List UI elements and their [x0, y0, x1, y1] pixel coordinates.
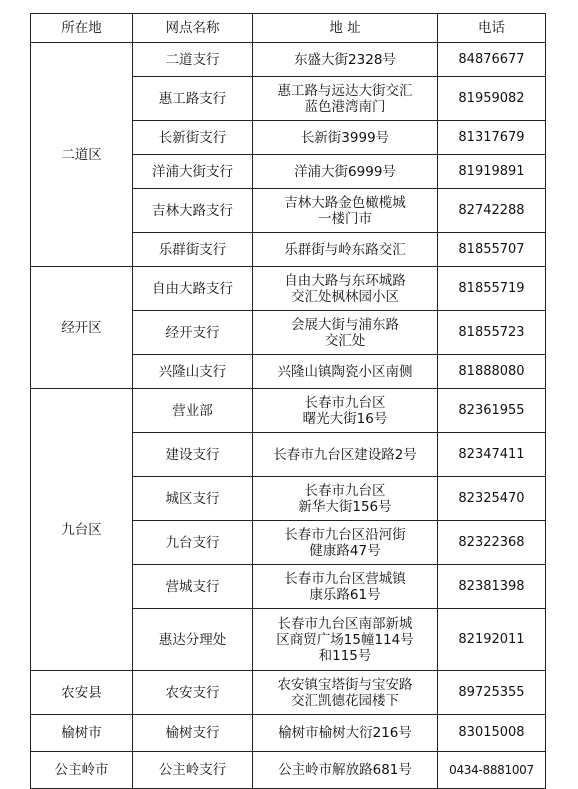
branch-address: 农安镇宝塔街与宝安路 交汇凯德花园楼下: [253, 671, 438, 715]
branch-phone: 81959082: [438, 77, 546, 121]
branch-address: 长春市九台区建设路2号: [253, 433, 438, 477]
branch-table: [30, 13, 546, 789]
branch-name: 榆树支行: [133, 715, 253, 752]
branch-name: 农安支行: [133, 671, 253, 715]
branch-address: 洋浦大街6999号: [253, 155, 438, 189]
branch-name: 兴隆山支行: [133, 355, 253, 389]
branch-name: 自由大路支行: [133, 267, 253, 311]
branch-address: 长春市九台区营城镇 康乐路61号: [253, 565, 438, 609]
branch-address: 乐群街与岭东路交汇: [253, 233, 438, 267]
branch-name: 洋浦大街支行: [133, 155, 253, 189]
district-cell: 公主岭市: [31, 752, 133, 789]
branch-phone: 81919891: [438, 155, 546, 189]
branch-name: 建设支行: [133, 433, 253, 477]
table-row: [31, 752, 546, 789]
branch-name: 九台支行: [133, 521, 253, 565]
district-cell: 二道区: [31, 43, 133, 267]
district-cell: 农安县: [31, 671, 133, 715]
branch-phone: 82347411: [438, 433, 546, 477]
branch-phone: 82381398: [438, 565, 546, 609]
branch-phone: 81855719: [438, 267, 546, 311]
branch-name: 二道支行: [133, 43, 253, 77]
branch-name: 吉林大路支行: [133, 189, 253, 233]
branch-address: 长春市九台区南部新城 区商贸广场15幢114号 和115号: [253, 609, 438, 671]
header-address: 地 址: [253, 14, 438, 43]
branch-address: 公主岭市解放路681号: [253, 752, 438, 789]
branch-address: 自由大路与东环城路 交汇处枫林园小区: [253, 267, 438, 311]
branch-name: 乐群街支行: [133, 233, 253, 267]
branch-name: 惠达分理处: [133, 609, 253, 671]
branch-address: 东盛大街2328号: [253, 43, 438, 77]
branch-phone: 82192011: [438, 609, 546, 671]
branch-phone: 81317679: [438, 121, 546, 155]
branch-phone: 83015008: [438, 715, 546, 752]
branch-phone: 81855707: [438, 233, 546, 267]
branch-address: 会展大街与浦东路 交汇处: [253, 311, 438, 355]
branch-name: 公主岭支行: [133, 752, 253, 789]
branch-name: 长新街支行: [133, 121, 253, 155]
branch-phone: 81888080: [438, 355, 546, 389]
table-row: [31, 267, 546, 311]
branch-phone: 82742288: [438, 189, 546, 233]
branch-phone: 0434-8881007: [438, 752, 546, 789]
branch-phone: 84876677: [438, 43, 546, 77]
branch-name: 惠工路支行: [133, 77, 253, 121]
branch-address: 长春市九台区 新华大街156号: [253, 477, 438, 521]
table-row: [31, 389, 546, 433]
branch-phone: 82325470: [438, 477, 546, 521]
district-cell: 榆树市: [31, 715, 133, 752]
branch-name: 经开支行: [133, 311, 253, 355]
district-cell: 九台区: [31, 389, 133, 671]
branch-address: 兴隆山镇陶瓷小区南侧: [253, 355, 438, 389]
branch-name: 营城支行: [133, 565, 253, 609]
branch-address: 榆树市榆树大衍216号: [253, 715, 438, 752]
branch-name: 城区支行: [133, 477, 253, 521]
header-branch-name: 网点名称: [133, 14, 253, 43]
header-phone: 电话: [438, 14, 546, 43]
branch-address: 吉林大路金色橄榄城 一楼门市: [253, 189, 438, 233]
branch-address: 长新街3999号: [253, 121, 438, 155]
branch-name: 营业部: [133, 389, 253, 433]
table-row: [31, 671, 546, 715]
branch-address: 长春市九台区 曙光大街16号: [253, 389, 438, 433]
header-row: [31, 14, 546, 43]
branch-phone: 81855723: [438, 311, 546, 355]
branch-phone: 82361955: [438, 389, 546, 433]
branch-address: 惠工路与远达大街交汇 蓝色港湾南门: [253, 77, 438, 121]
table-row: [31, 43, 546, 77]
branch-address: 长春市九台区沿河街 健康路47号: [253, 521, 438, 565]
district-cell: 经开区: [31, 267, 133, 389]
header-location: 所在地: [31, 14, 133, 43]
branch-phone: 82322368: [438, 521, 546, 565]
branch-phone: 89725355: [438, 671, 546, 715]
table-row: [31, 715, 546, 752]
